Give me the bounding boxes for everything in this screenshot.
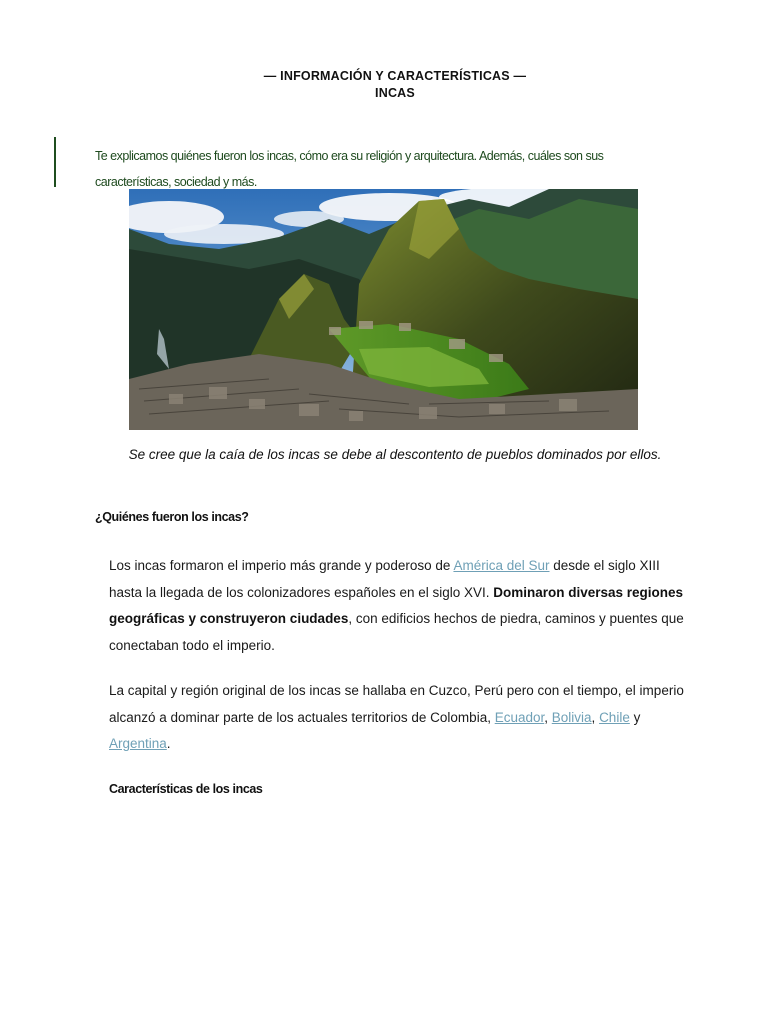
paragraph-2-text-a: La capital y región original de los incas se hallaba en Cuzco, Perú pero con el tiempo, el imperio alcanzó a dominar parte de los actuales territorios de Colombia, — [109, 683, 684, 725]
title-line-1: — INFORMACIÓN Y CARACTERÍSTICAS — — [263, 69, 527, 83]
section-heading-characteristics: Características de los incas — [109, 782, 263, 796]
image-caption: Se cree que la caía de los incas se debe al descontento de pueblos dominados por ellos. — [128, 447, 662, 462]
separator-2: , — [591, 709, 600, 725]
section-heading-who-were-incas: ¿Quiénes fueron los incas? — [95, 510, 249, 524]
hero-image-machu-picchu — [129, 189, 638, 430]
paragraph-1-text-c: , con edificios hechos de piedra, caminos y puentes que conectaban todo el imperio. — [109, 611, 684, 653]
page-title — [0, 68, 768, 102]
paragraph-1 — [109, 553, 684, 659]
paragraph-1-bold: Dominaron diversas regiones geográficas y construyeron ciudades — [109, 584, 684, 626]
link-chile[interactable]: Chile — [599, 709, 630, 725]
intro-text: Te explicamos quiénes fueron los incas, cómo era su religión y arquitectura. Además, cuáles son sus características, sociedad y más. — [95, 149, 604, 189]
separator-3: y — [629, 709, 641, 725]
link-argentina[interactable]: Argentina — [109, 736, 167, 751]
paragraph-2 — [109, 678, 684, 758]
quote-bar — [54, 137, 56, 187]
paragraph-1-text-b: desde el siglo XIII hasta la llegada de los colonizadores españoles en el siglo XVI. — [109, 558, 660, 600]
paragraph-1-text-a: Los incas formaron el imperio más grande y poderoso de — [109, 558, 454, 573]
separator-1: , — [544, 709, 552, 725]
link-bolivia[interactable]: Bolivia — [551, 709, 592, 725]
title-line-2: INCAS — [375, 86, 415, 100]
link-ecuador[interactable]: Ecuador — [494, 709, 545, 725]
link-america-del-sur[interactable]: América del Sur — [453, 558, 550, 573]
paragraph-2-end: . — [166, 736, 171, 751]
